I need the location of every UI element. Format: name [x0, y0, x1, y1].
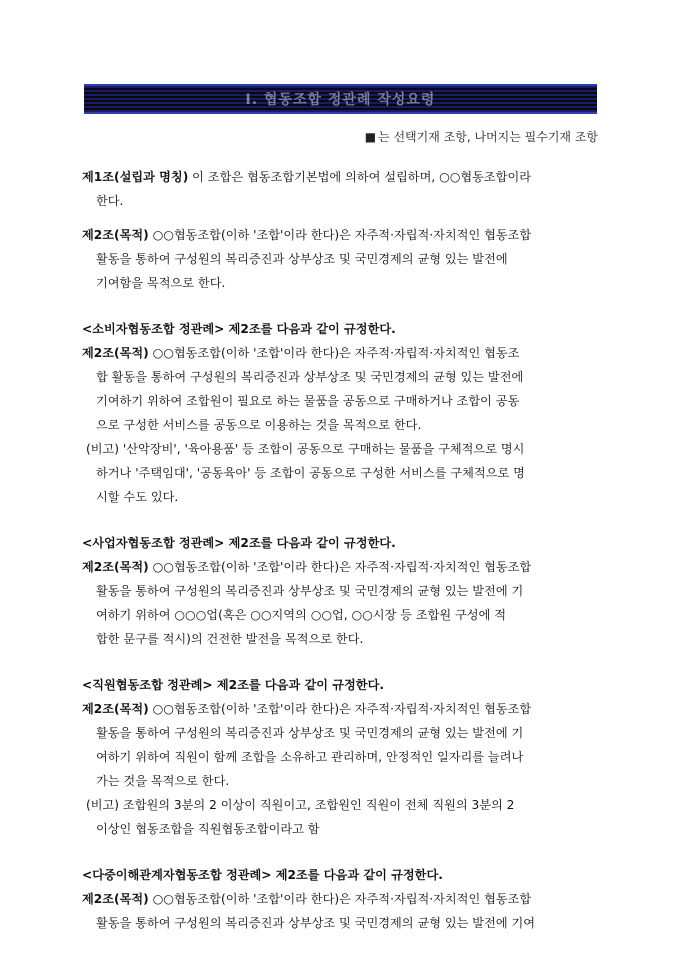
document-title: Ⅰ. 협동조합 정관례 작성요령 [245, 92, 436, 108]
article-1: 제1조(설립과 명칭) 이 조합은 협동조합기본법에 의하여 설립하며, ○○협동조합이라 [82, 170, 531, 184]
square-icon: ■ [364, 130, 377, 144]
section-heading-consumer: <소비자협동조합 정관례> 제2조를 다음과 같이 규정한다. [82, 322, 396, 336]
section-heading-business: <사업자협동조합 정관례> 제2조를 다음과 같이 규정한다. [82, 536, 396, 550]
section-heading-employee: <직원협동조합 정관례> 제2조를 다음과 같이 규정한다. [82, 678, 384, 692]
document-body: 제1조(설립과 명칭) 이 조합은 협동조합기본법에 의하여 설립하며, ○○협동조합이라 한다. 제2조(목적) ○○협동조합(이하 '조합'이라 한다)은 자주적·자립적·자치적인 협동조합 활동을 통하여 구성원의 복리증진과 상부상조 및 국민경제의 균형 있는 발전에 기여함을 목적으로 한다. <소비자협동조합 정관례> 제2조를 다음과 같이 규정한다. 제2조(목적) ○○협동조합(이하 '조합'이라 한다)은 자주적·자립적·자치적인 협동조 합 활동을 통하여 구성원의 복리증진과 상부상조 및 국민경제의 균형 있는 발전에 기여하기 위하여 조합원이 필요로 하는 물품을 공동으로 구매하거나 조합이 공동 으로 구성한 서비스를 공동으로 이용하는 것을 목적으로 한다. (비고) '산악장비', '육아용품' 등 조합이 공동으로 구매하는 물품을 구체적으로 명시 하거나 '주택임대', '공동육아' 등 조합이 공동으로 구성한 서비스를 구체적으로 명 시할 수도 있다. <사업자협동조합 정관례> 제2조를 다음과 같이 규정한다. 제2조(목적) ○○협동조합(이하 '조합'이라 한다)은 자주적·자립적·자치적인 협동조합 활동을 통하여 구성원의 복리증진과 상부상조 및 국민경제의 균형 있는 발전에 기 여하기 위하여 ○○○업(혹은 ○○지역의 ○○업, ○○시장 등 조합원 구성에 적 합한 문구를 적시)의 건전한 발전을 목적으로 한다. <직원협동조합 정관례> 제2조를 다음과 같이 규정한다. 제2조(목적) ○○협동조합(이하 '조합'이라 한다)은 자주적·자립적·자치적인 협동조합 활동을 통하여 구성원의 복리증진과 상부상조 및 국민경제의 균형 있는 발전에 기 여하기 위하여 직원이 함께 조합을 소유하고 관리하며, 안정적인 일자리를 늘려나 가는 것을 목적으로 한다. (비고) 조합원의 3분의 2 이상이 직원이고, 조합원인 직원이 전체 직원의 3분의 2 이상인 협동조합을 직원협동조합이라고 함 <다중이해관계자협동조합 정관례> 제2조를 다음과 같이 규정한다. 제2조(목적) ○○협동조합(이하 '조합'이라 한다)은 자주적·자립적·자치적인 협동조합 활동을 통하여 구성원의 복리증진과 상부상조 및 국민경제의 균형 있는 발전에 기여 [82, 165, 602, 935]
document-title-bar [84, 84, 597, 114]
multi-article-2: 제2조(목적) ○○협동조합(이하 '조합'이라 한다)은 자주적·자립적·자치적인 협동조합 [82, 892, 532, 906]
consumer-note: (비고) '산악장비', '육아용품' 등 조합이 공동으로 구매하는 물품을 구체적으로 명시 [86, 442, 525, 456]
article-1-heading: 제1조(설립과 명칭) [82, 170, 189, 184]
business-article-2: 제2조(목적) ○○협동조합(이하 '조합'이라 한다)은 자주적·자립적·자치적인 협동조합 [82, 560, 532, 574]
article-2-heading: 제2조(목적) [82, 228, 149, 242]
employee-article-2: 제2조(목적) ○○협동조합(이하 '조합'이라 한다)은 자주적·자립적·자치적인 협동조합 [82, 702, 532, 716]
article-2: 제2조(목적) ○○협동조합(이하 '조합'이라 한다)은 자주적·자립적·자치적인 협동조합 [82, 228, 532, 242]
section-heading-multi-stakeholder: <다중이해관계자협동조합 정관례> 제2조를 다음과 같이 규정한다. [82, 868, 443, 882]
consumer-article-2: 제2조(목적) ○○협동조합(이하 '조합'이라 한다)은 자주적·자립적·자치적인 협동조 [82, 346, 520, 360]
legend-note [365, 128, 598, 145]
employee-note: (비고) 조합원의 3분의 2 이상이 직원이고, 조합원인 직원이 전체 직원의 3분의 2 [86, 798, 515, 812]
legend-text: 는 선택기재 조항, 나머지는 필수기재 조항 [378, 130, 598, 144]
